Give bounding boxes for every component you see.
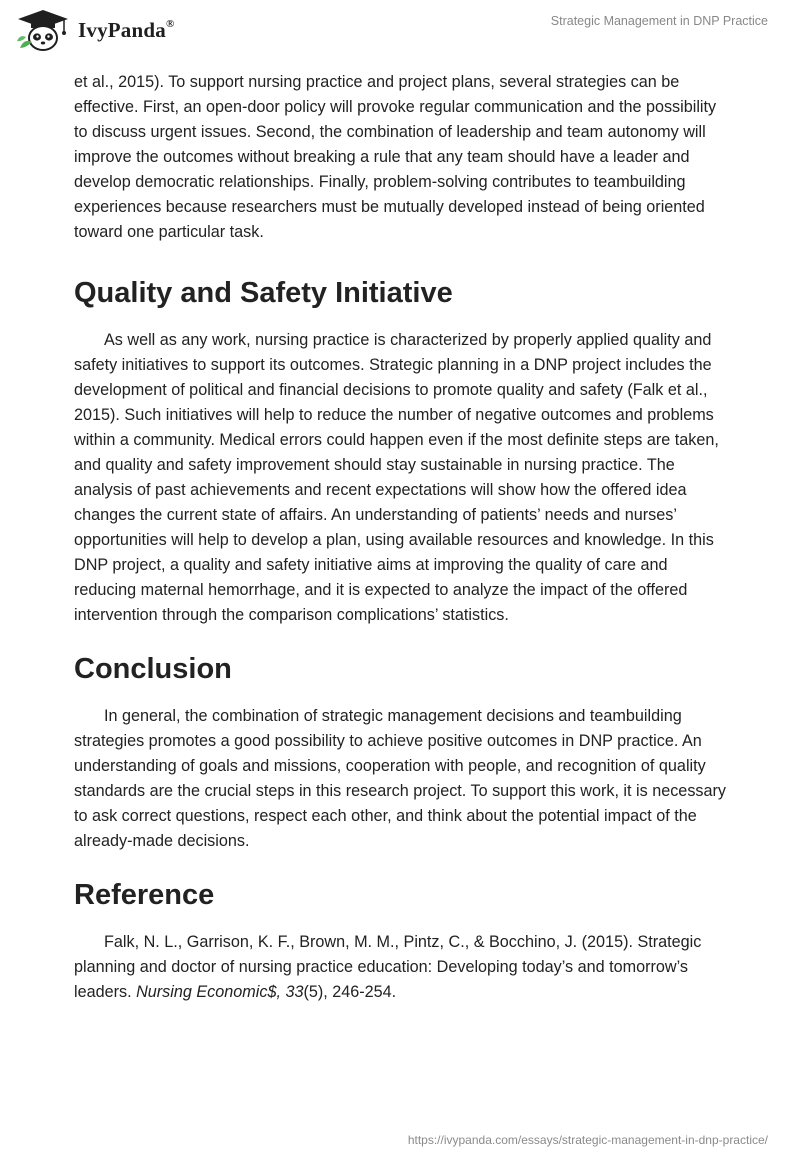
page-header: [0, 0, 800, 60]
reference-journal: Nursing Economic$, 33: [136, 983, 304, 1001]
quality-safety-paragraph: As well as any work, nursing practice is characterized by properly applied quality and safety initiatives to support its outcomes. Strategic planning in a DNP project includes the development of political and financial decisions to promote quality and safety (Falk et al., 2015). Such initiatives will help to reduce the number of negative outcomes and problems within a community. Medical errors could happen even if the most definite steps are taken, and quality and safety improvement should stay sustainable in nursing practice. The analysis of past achievements and recent expectations will show how the offered idea changes the current state of affairs. An understanding of patients’ needs and nurses’ opportunities will help to develop a plan, using available resources and knowledge. In this DNP project, a quality and safety initiative aims at improving the quality of care and reducing maternal hemorrhage, and it is expected to analyze the impact of the offered intervention through the comparison complications’ statistics.: [74, 331, 719, 624]
heading-reference: Reference: [74, 879, 215, 911]
heading-conclusion: Conclusion: [74, 653, 232, 685]
reference-citation: Falk, N. L., Garrison, K. F., Brown, M. M., Pintz, C., & Bocchino, J. (2015). Strategic planning and doctor of nursing practice education: Developing today’s and tomorrow’s leaders.: [74, 933, 702, 1001]
reference-issue-pages: (5), 246-254.: [303, 983, 397, 1001]
document-title: Strategic Management in DNP Practice: [550, 14, 768, 28]
conclusion-paragraph: In general, the combination of strategic management decisions and teambuilding strategies promotes a good possibility to achieve positive outcomes in DNP practice. An understanding of goals and missions, cooperation with people, and recognition of quality standards are the crucial steps in this research project. To support this work, it is necessary to ask correct questions, respect each other, and think about the potential impact of the already-made decisions.: [74, 707, 726, 850]
intro-paragraph: et al., 2015). To support nursing practice and project plans, several strategies can be effective. First, an open-door policy will provoke regular communication and the possibility to discuss urgent issues. Second, the combination of leadership and team autonomy will improve the outcomes without breaking a rule that any team should have a leader and develop democratic relationships. Finally, problem-solving contributes to teambuilding experiences because researchers must be mutually developed instead of being oriented toward one particular task.: [74, 73, 717, 241]
panda-logo-icon: [14, 8, 72, 52]
essay-content: [74, 70, 730, 1005]
brand-name: IvyPanda®: [78, 17, 175, 42]
source-url[interactable]: https://ivypanda.com/essays/strategic-management-in-dnp-practice/: [407, 1133, 768, 1147]
heading-quality-safety: Quality and Safety Initiative: [74, 277, 453, 309]
brand-logo[interactable]: [14, 8, 174, 52]
reference-entry: [74, 930, 730, 1005]
